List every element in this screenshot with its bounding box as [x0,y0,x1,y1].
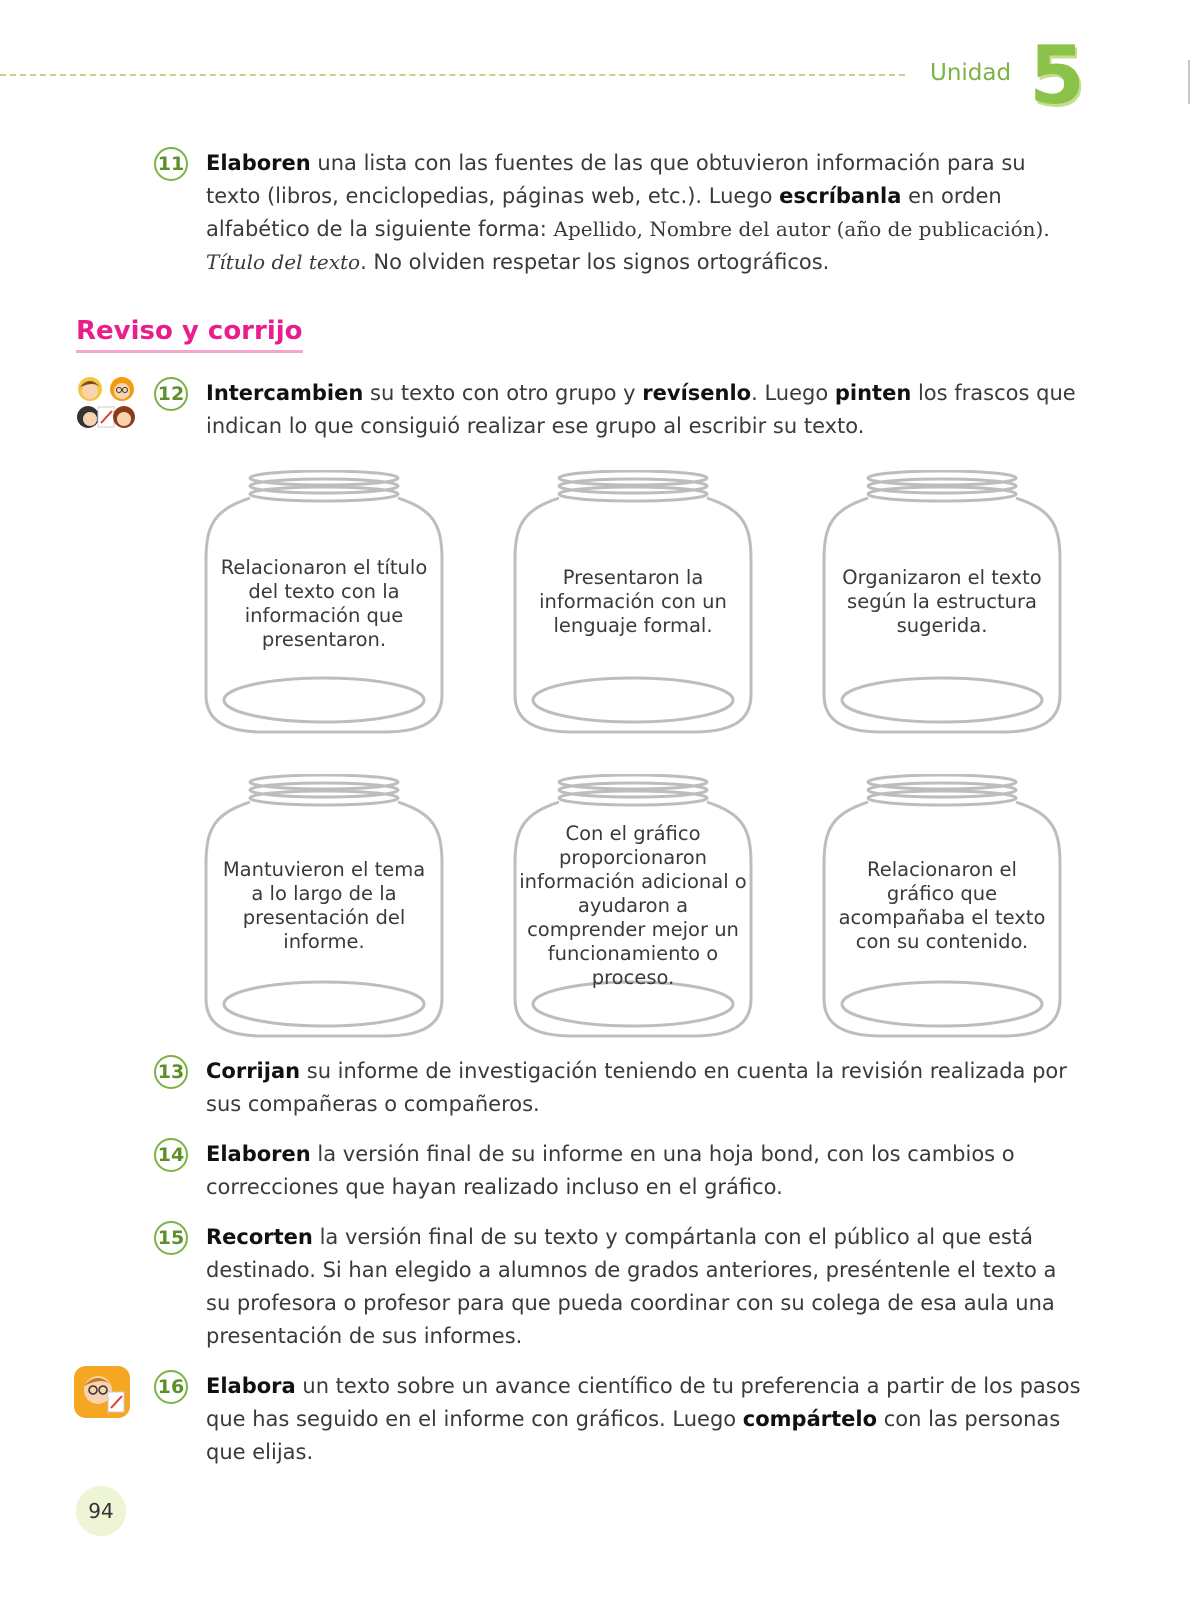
unit-number: 5 [1029,29,1085,122]
activity-12-text [206,377,1086,443]
jar-5[interactable] [513,774,753,1044]
unit-number-badge [1018,29,1096,122]
activity-14-t1: la versión final de su informe en una hoja bond, con los cambios o correcciones que hayan realizado incluso en el gráfico. [206,1142,1015,1199]
activity-16-verb1: Elabora [206,1374,296,1398]
jar-6-label: Relacionaron el gráfico que acompañaba el texto con su contenido. [838,858,1046,953]
activity-12-verb2: revísenlo [642,381,752,405]
activity-11-verb2: escríbanla [779,184,902,208]
activity-12-verb3: pinten [834,381,912,405]
activity-12-t2: . Luego [751,381,835,405]
activity-15-text [206,1221,1086,1353]
activity-number-12: 12 [154,377,188,411]
jar-1[interactable] [204,470,444,740]
activity-15-verb1: Recorten [206,1225,313,1249]
activity-16-t2: con las personas que elijas. [206,1407,1061,1464]
citation-title-format: Título del texto [206,250,361,274]
jar-2[interactable] [513,470,753,740]
jar-4-label: Mantuvieron el tema a lo largo de la presentación del informe. [222,858,426,953]
activity-number-15: 15 [154,1221,188,1255]
individual-work-icon [74,1366,130,1422]
activity-13-t1: su informe de investigación teniendo en cuenta la revisión realizada por sus compañeras o compañeros. [206,1059,1067,1116]
activity-12-t1: su texto con otro grupo y [363,381,643,405]
jar-1-label: Relacionaron el título del texto con la información que presentaron. [220,556,428,651]
jar-4[interactable] [204,774,444,1044]
activity-16-text [206,1370,1086,1469]
activity-11-text [206,147,1086,279]
page-number: 94 [76,1486,126,1536]
jar-2-label: Presentaron la información con un lenguaje formal. [539,566,727,637]
jar-5-label: Con el gráfico proporcionaron información adicional o ayudaron a comprender mejor un funcionamiento o proceso. [519,822,747,989]
unit-label: Unidad [930,60,1012,86]
activity-11-verb1: Elaboren [206,151,311,175]
activity-number-11: 11 [154,147,188,181]
activity-11-t3: . No olviden respetar los signos ortográficos. [360,250,830,274]
activity-12-verb1: Intercambien [206,381,364,405]
activity-15-t1: la versión final de su texto y compártanla con el público al que está destinado. Si han elegido a alumnos de grados anteriores, preséntenle el texto a su profesora o profesor para que pueda coordinar con su colega de esa aula una presentación de sus informes. [206,1225,1057,1348]
activity-number-14: 14 [154,1138,188,1172]
activity-11-t2: en orden alfabético de la siguiente forma: [206,184,1002,241]
jar-3[interactable] [822,470,1062,740]
activity-number-16: 16 [154,1370,188,1404]
activity-11-t1: una lista con las fuentes de las que obtuvieron información para su texto (libros, enciclopedias, páginas web, etc.). Luego [206,151,1026,208]
page-edge-rule [1188,60,1190,104]
activity-14-verb1: Elaboren [206,1142,311,1166]
activity-16-t1: un texto sobre un avance científico de tu preferencia a partir de los pasos que has seguido en el informe con gráficos. Luego [206,1374,1081,1431]
activity-13-verb1: Corrijan [206,1059,301,1083]
citation-format: Apellido, Nombre del autor (año de publicación). [553,217,1050,241]
activity-16-verb2: compártelo [742,1407,878,1431]
activity-12-t3: los frascos que indican lo que consiguió realizar ese grupo al escribir su texto. [206,381,1076,438]
group-work-icon [74,373,140,437]
jar-6[interactable] [822,774,1062,1044]
section-title: Reviso y corrijo [76,316,303,353]
jar-3-label: Organizaron el texto según la estructura sugerida. [842,566,1042,637]
activity-14-text [206,1138,1086,1204]
header-dashed-line [0,74,905,76]
activity-number-13: 13 [154,1055,188,1089]
activity-13-text [206,1055,1086,1121]
